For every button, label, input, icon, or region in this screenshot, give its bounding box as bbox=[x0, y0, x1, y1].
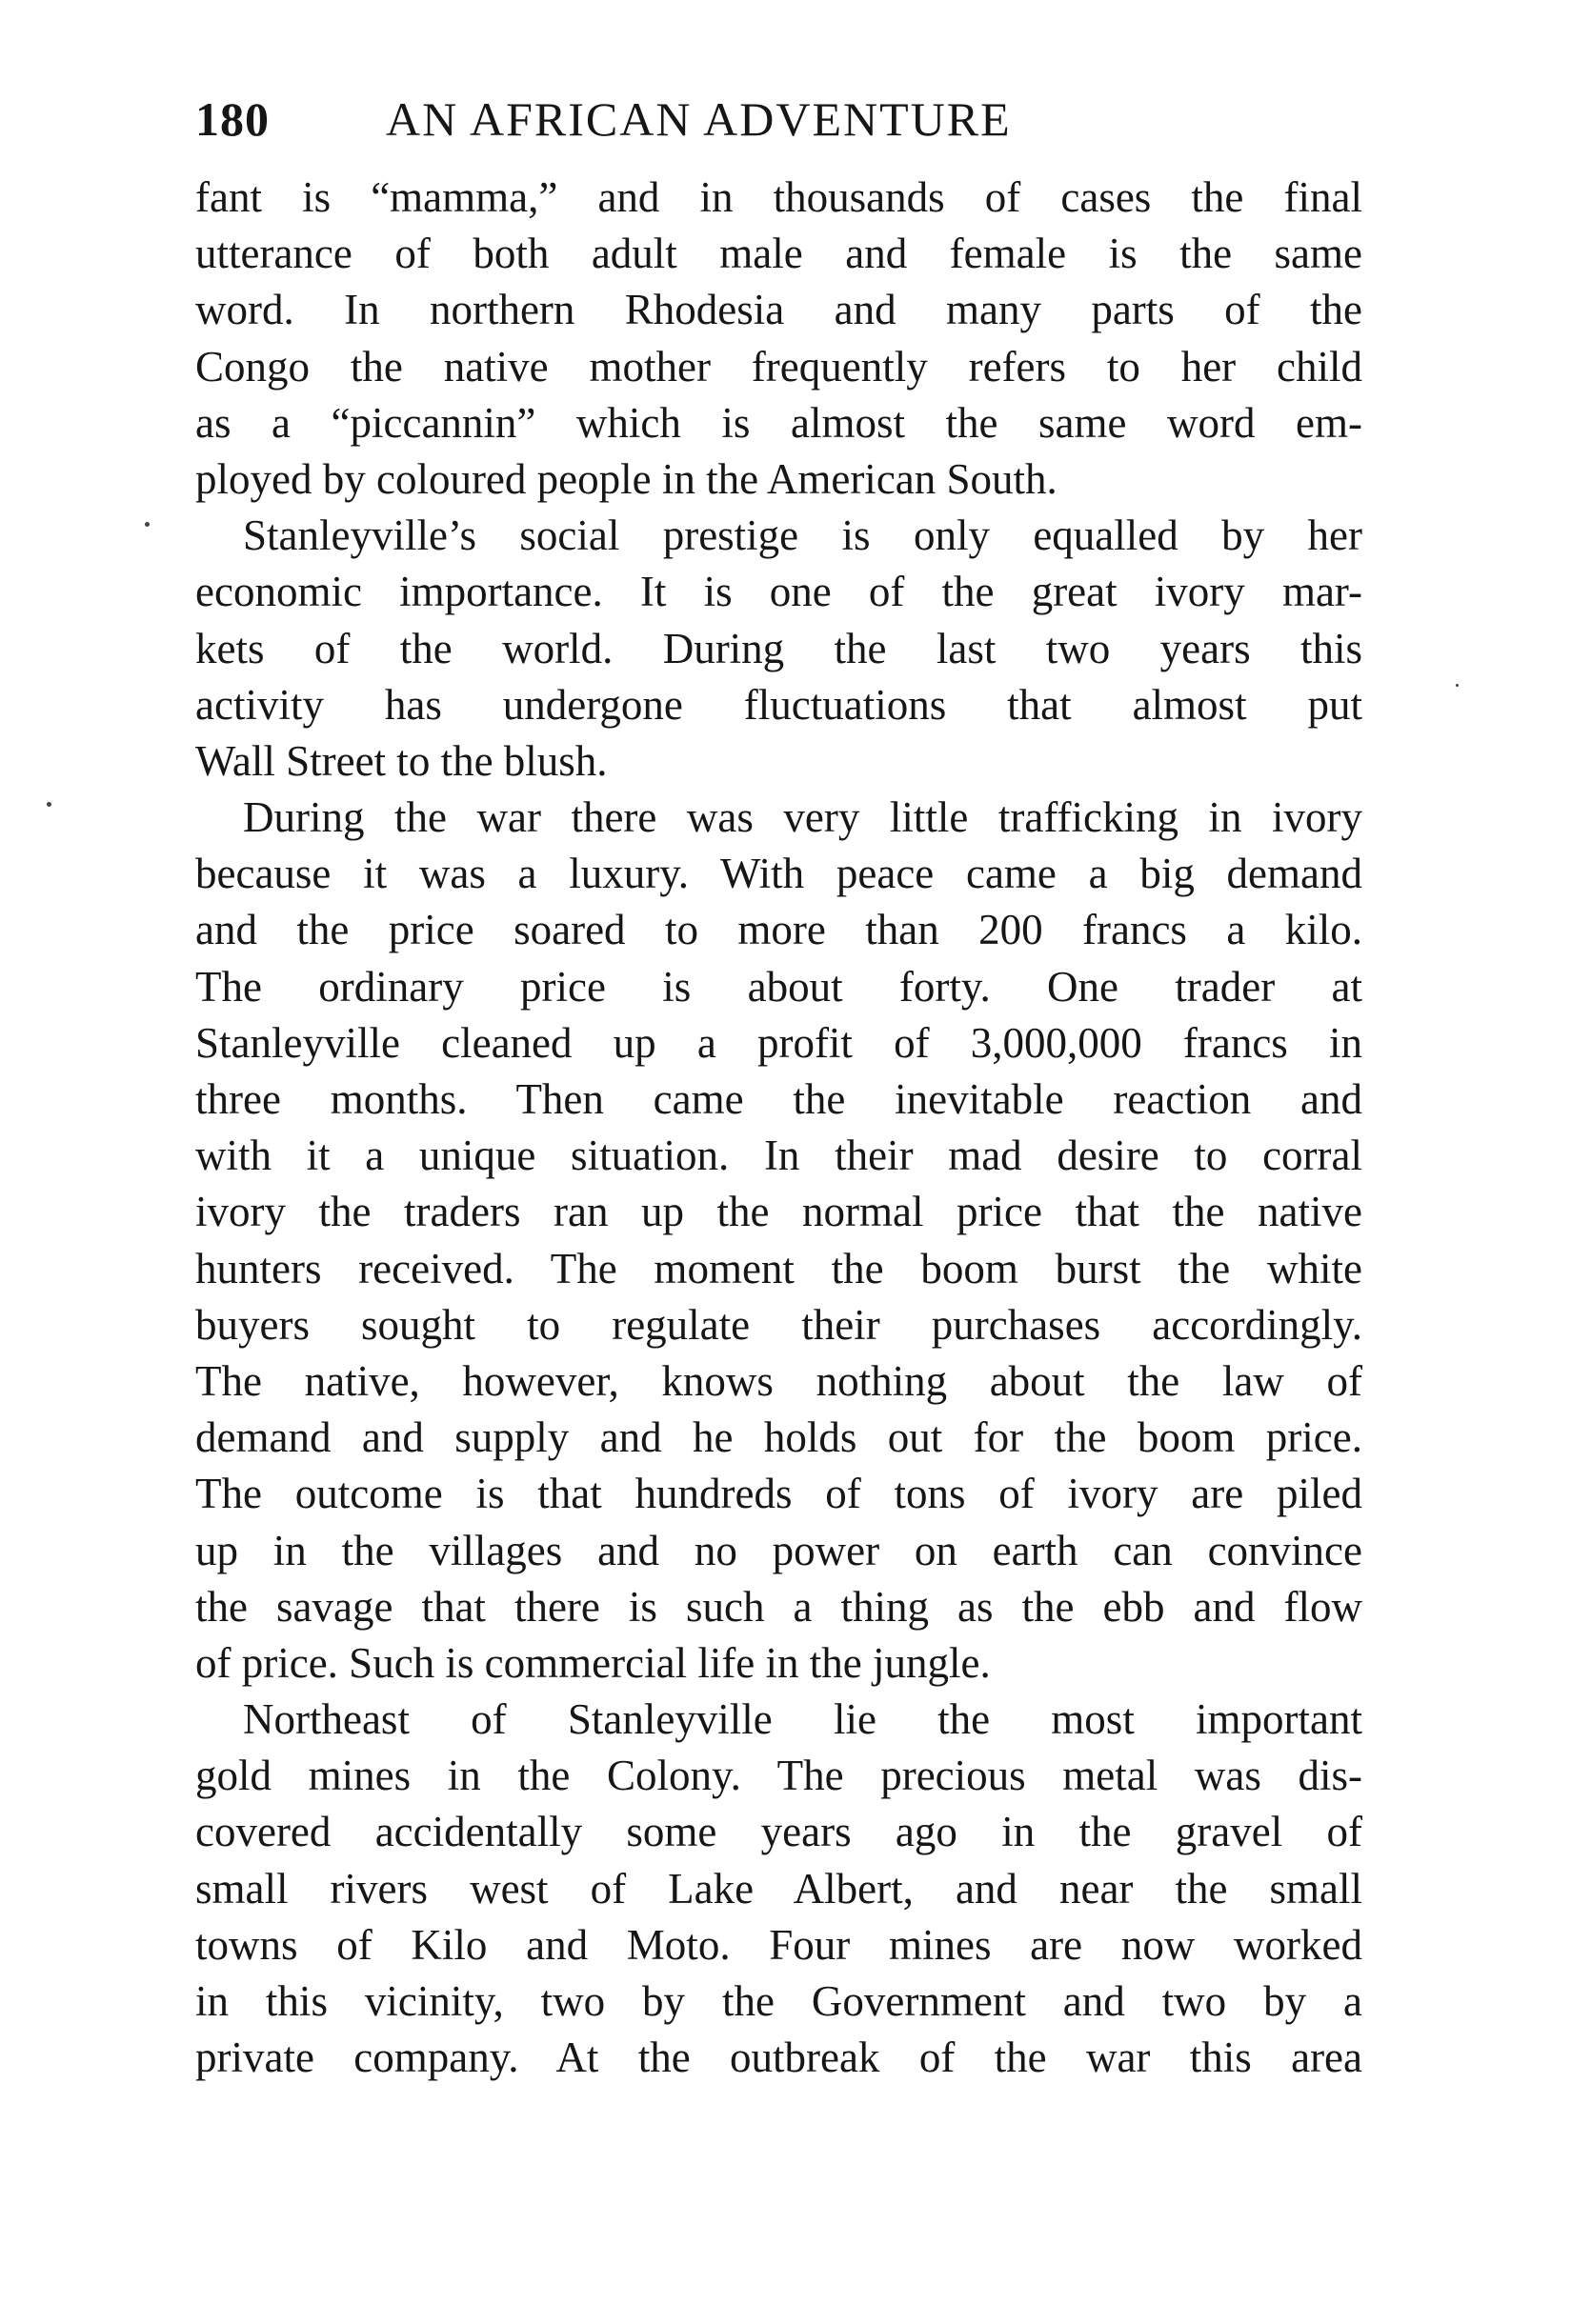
text-line: towns of Kilo and Moto. Four mines are now worked bbox=[195, 1920, 1362, 1969]
text-line: activity has undergone fluctuations that almost put bbox=[195, 680, 1362, 729]
text-line: because it was a luxury. With peace came a big demand bbox=[195, 850, 1362, 898]
text-line: with it a unique situation. In their mad desire to corral bbox=[195, 1132, 1362, 1180]
paragraph-4 bbox=[195, 1692, 1362, 2086]
text-line: three months. Then came the inevitable reaction and bbox=[195, 1075, 1362, 1123]
text-line: as a “piccannin” which is almost the same word em- bbox=[195, 398, 1362, 447]
text-line: small rivers west of Lake Albert, and near the small bbox=[195, 1864, 1362, 1913]
text-line: The outcome is that hundreds of tons of ivory are piled bbox=[195, 1470, 1362, 1518]
text-line: hunters received. The moment the boom burst the white bbox=[195, 1244, 1362, 1292]
text-line: kets of the world. During the last two years this bbox=[195, 624, 1362, 672]
page-number: 180 bbox=[195, 92, 270, 146]
paragraph-2 bbox=[195, 508, 1362, 790]
text-line: up in the villages and no power on earth can convince bbox=[195, 1526, 1362, 1574]
running-head bbox=[195, 86, 1362, 152]
text-line: Stanleyville cleaned up a profit of 3,000,000 francs in bbox=[195, 1018, 1362, 1067]
text-line: the savage that there is such a thing as the ebb and flow bbox=[195, 1582, 1362, 1631]
text-line: Stanleyville’s social prestige is only equalled by her bbox=[243, 511, 1362, 560]
text-line: private company. At the outbreak of the war this area bbox=[195, 2034, 1362, 2082]
text-line: Northeast of Stanleyville lie the most important bbox=[243, 1695, 1362, 1744]
text-line: ivory the traders ran up the normal price that the native bbox=[195, 1188, 1362, 1236]
text-line: and the price soared to more than 200 francs a kilo. bbox=[195, 906, 1362, 954]
text-line: demand and supply and he holds out for the boom price. bbox=[195, 1413, 1362, 1462]
text-line: economic importance. It is one of the great ivory mar- bbox=[195, 568, 1362, 616]
body-text bbox=[195, 170, 1362, 2086]
text-line: The ordinary price is about forty. One trader at bbox=[195, 962, 1362, 1011]
text-line: ployed by coloured people in the American South. bbox=[195, 454, 1057, 503]
paragraph-1 bbox=[195, 170, 1362, 508]
text-line: utterance of both adult male and female is the same bbox=[195, 230, 1362, 278]
text-line: During the war there was very little trafficking in ivory bbox=[243, 793, 1362, 842]
scan-speck bbox=[47, 802, 51, 807]
text-line: in this vicinity, two by the Government and two by a bbox=[195, 1977, 1362, 2025]
text-line: The native, however, knows nothing about the law of bbox=[195, 1356, 1362, 1405]
text-line: Wall Street to the blush. bbox=[195, 736, 608, 785]
text-line: gold mines in the Colony. The precious metal was dis- bbox=[195, 1752, 1362, 1800]
paragraph-3 bbox=[195, 790, 1362, 1692]
scan-speck bbox=[1456, 684, 1459, 687]
text-line: Congo the native mother frequently refers to her child bbox=[195, 342, 1362, 391]
scan-speck bbox=[145, 522, 150, 527]
text-line: covered accidentally some years ago in the gravel of bbox=[195, 1808, 1362, 1856]
text-line: of price. Such is commercial life in the jungle. bbox=[195, 1638, 991, 1687]
text-line: buyers sought to regulate their purchases accordingly. bbox=[195, 1300, 1362, 1349]
book-title: AN AFRICAN ADVENTURE bbox=[386, 92, 1012, 146]
text-line: fant is “mamma,” and in thousands of cases the final bbox=[195, 173, 1362, 221]
text-line: word. In northern Rhodesia and many parts of the bbox=[195, 286, 1362, 334]
